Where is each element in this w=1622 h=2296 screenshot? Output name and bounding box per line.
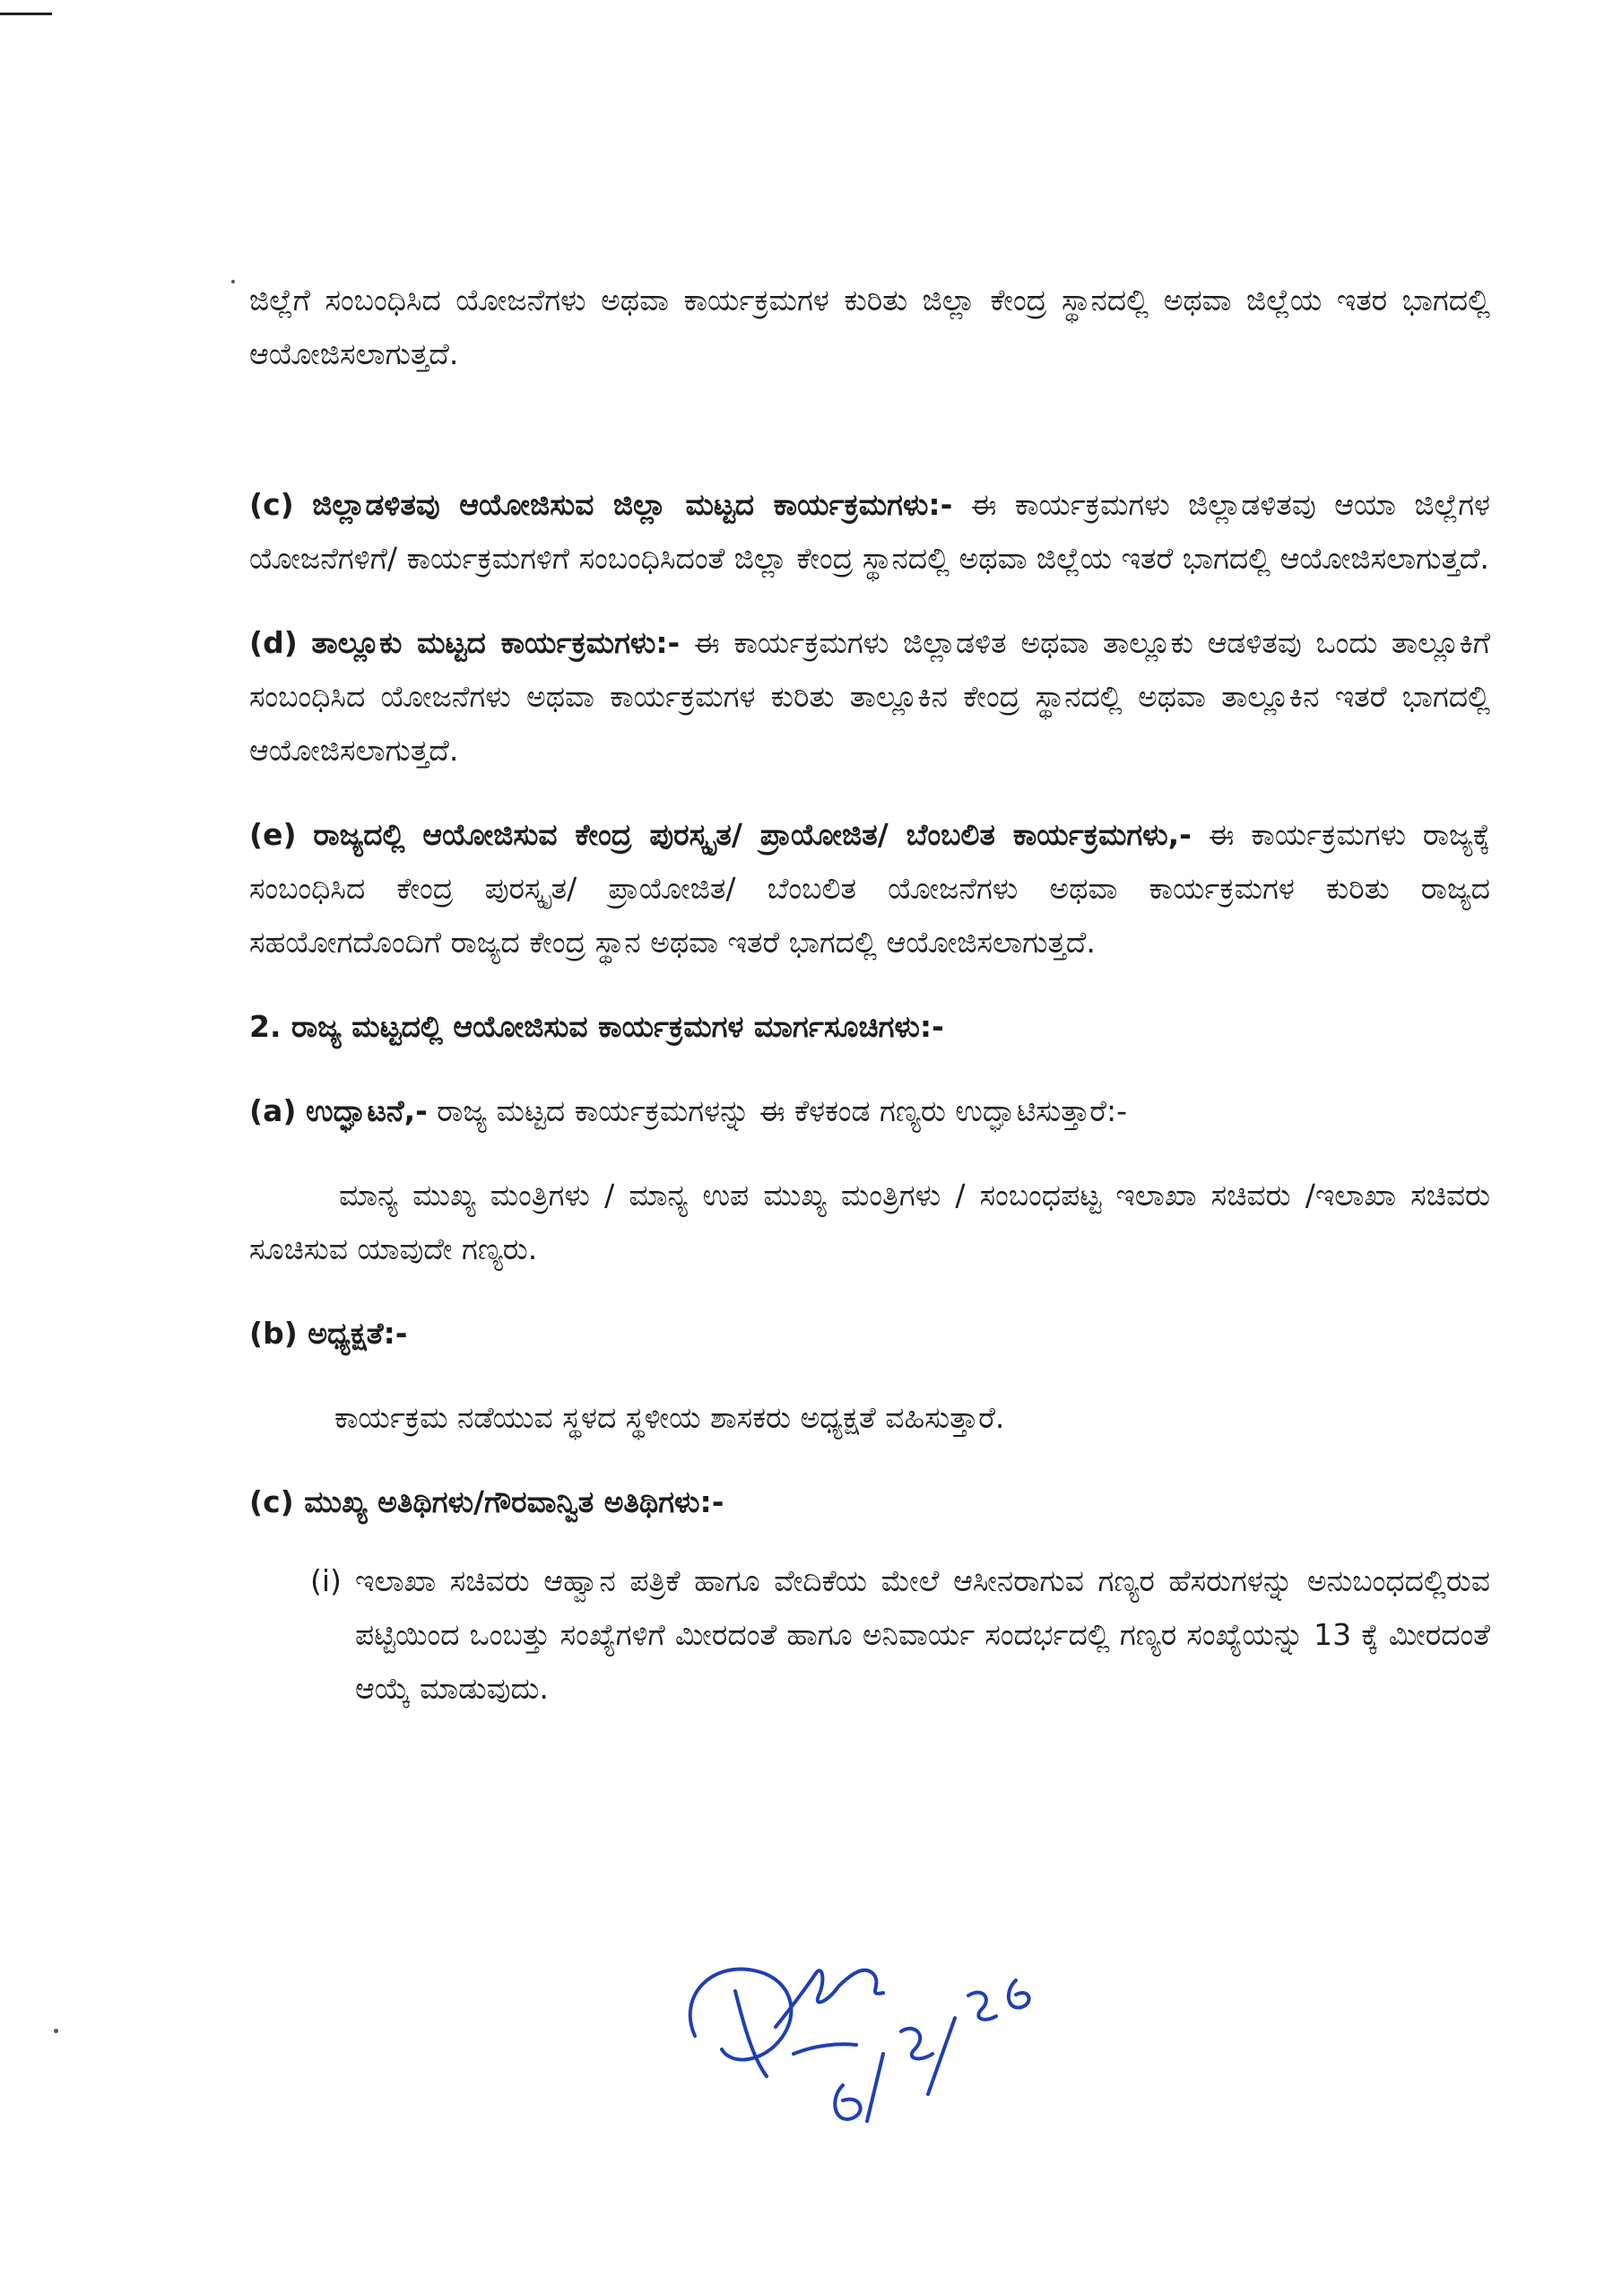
- section-e: [249, 808, 1490, 970]
- list-item-body: ಇಲಾಖಾ ಸಚಿವರು ಆಹ್ವಾನ ಪತ್ರಿಕೆ ಹಾಗೂ ವೇದಿಕೆಯ ಮೇಲೆ ಆಸೀನರಾಗುವ ಗಣ್ಯರ ಹೆಸರುಗಳನ್ನು ಅನುಬಂಧದಲ್ಲಿರುವ ಪಟ್ಟಿಯಿಂದ ಒಂಬತ್ತು ಸಂಖ್ಯೆಗಳಿಗೆ ಮೀರದಂತೆ ಹಾಗೂ ಅನಿವಾರ್ಯ ಸಂದರ್ಭದಲ್ಲಿ ಗಣ್ಯರ ಸಂಖ್ಯೆಯನ್ನು 13 ಕ್ಕೆ ಮೀರದಂತೆ ಆಯ್ಕೆ ಮಾಡುವುದು.: [355, 1563, 1490, 1706]
- handwritten-signature: [659, 1910, 1054, 2135]
- list-item-number: (i): [310, 1563, 342, 1598]
- subsection-b-heading: (b) ಅಧ್ಯಕ್ಷತೆ:-: [249, 1316, 408, 1351]
- section-d-heading: ತಾಲ್ಲೂಕು ಮಟ್ಟದ ಕಾರ್ಯಕ್ರಮಗಳು:-: [311, 625, 681, 660]
- section-c-body: ಈ ಕಾರ್ಯಕ್ರಮಗಳು ಜಿಲ್ಲಾಡಳಿತವು ಆಯಾ ಜಿಲ್ಲೆಗಳ ಯೋಜನೆಗಳಿಗೆ/ ಕಾರ್ಯಕ್ರಮಗಳಿಗೆ ಸಂಬಂಧಿಸಿದಂತೆ ಜಿಲ್ಲಾ ಕೇಂದ್ರ ಸ್ಥಾನದಲ್ಲಿ ಅಥವಾ ಜಿಲ್ಲೆಯ ಇತರೆ ಭಾಗದಲ್ಲಿ ಆಯೋಜಿಸಲಾಗುತ್ತದೆ.: [249, 487, 1490, 576]
- signature-ink: [690, 1970, 1029, 2121]
- subsection-a-body: ರಾಜ್ಯ ಮಟ್ಟದ ಕಾರ್ಯಕ್ರಮಗಳನ್ನು ಈ ಕೆಳಕಂಡ ಗಣ್ಯರು ಉದ್ಘಾಟಿಸುತ್ತಾರೆ:-: [437, 1093, 1128, 1128]
- subsection-b-body: ಕಾರ್ಯಕ್ರಮ ನಡೆಯುವ ಸ್ಥಳದ ಸ್ಥಳೀಯ ಶಾಸಕರು ಅಧ್ಯಕ್ಷತೆ ವಹಿಸುತ್ತಾರೆ.: [334, 1400, 1005, 1435]
- section-e-heading: ರಾಜ್ಯದಲ್ಲಿ ಆಯೋಜಿಸುವ ಕೇಂದ್ರ ಪುರಸ್ಕೃತ/ ಪ್ರಾಯೋಜಿತ/ ಬೆಂಬಲಿತ ಕಾರ್ಯಕ್ರಮಗಳು,-: [313, 817, 1192, 852]
- scan-speck: [231, 280, 235, 283]
- section-d-label: (d): [249, 625, 298, 660]
- section-2-heading: 2. ರಾಜ್ಯ ಮಟ್ಟದಲ್ಲಿ ಆಯೋಜಿಸುವ ಕಾರ್ಯಕ್ರಮಗಳ ಮಾರ್ಗಸೂಚಿಗಳು:-: [249, 1009, 944, 1044]
- subsection-a-detail: ಮಾನ್ಯ ಮುಖ್ಯ ಮಂತ್ರಿಗಳು / ಮಾನ್ಯ ಉಪ ಮುಖ್ಯ ಮಂತ್ರಿಗಳು / ಸಂಬಂಧಪಟ್ಟ ಇಲಾಖಾ ಸಚಿವರು /ಇಲಾಖಾ ಸಚಿವರು ಸೂಚಿಸುವ ಯಾವುದೇ ಗಣ್ಯರು.: [249, 1178, 1490, 1266]
- section-e-label: (e): [249, 817, 297, 852]
- subsection-a-label: (a): [249, 1093, 297, 1128]
- scan-edge-mark: [0, 13, 52, 15]
- intro-paragraph: ಜಿಲ್ಲೆಗೆ ಸಂಬಂಧಿಸಿದ ಯೋಜನೆಗಳು ಅಥವಾ ಕಾರ್ಯಕ್ರಮಗಳ ಕುರಿತು ಜಿಲ್ಲಾ ಕೇಂದ್ರ ಸ್ಥಾನದಲ್ಲಿ ಅಥವಾ ಜಿಲ್ಲೆಯ ಇತರ ಭಾಗದಲ್ಲಿ ಆಯೋಜಿಸಲಾಗುತ್ತದೆ.: [249, 283, 1490, 371]
- subsection-a: [249, 1084, 1490, 1138]
- section-d: [249, 616, 1490, 778]
- section-e-body: ಈ ಕಾರ್ಯಕ್ರಮಗಳು ರಾಜ್ಯಕ್ಕೆ ಸಂಬಂಧಿಸಿದ ಕೇಂದ್ರ ಪುರಸ್ಕೃತ/ ಪ್ರಾಯೋಜಿತ/ ಬೆಂಬಲಿತ ಯೋಜನೆಗಳು ಅಥವಾ ಕಾರ್ಯಕ್ರಮಗಳ ಕುರಿತು ರಾಜ್ಯದ ಸಹಯೋಗದೊಂದಿಗೆ ರಾಜ್ಯದ ಕೇಂದ್ರ ಸ್ಥಾನ ಅಥವಾ ಇತರೆ ಭಾಗದಲ್ಲಿ ಆಯೋಜಿಸಲಾಗುತ್ತದೆ.: [249, 817, 1491, 960]
- section-c: [249, 478, 1490, 586]
- list-item: [249, 1554, 1490, 1716]
- scan-speck: [54, 2029, 58, 2033]
- section-c-heading: ಜಿಲ್ಲಾಡಳಿತವು ಆಯೋಜಿಸುವ ಜಿಲ್ಲಾ ಮಟ್ಟದ ಕಾರ್ಯಕ್ರಮಗಳು:-: [312, 487, 953, 522]
- section-c-label: (c): [249, 487, 294, 522]
- document-page: [249, 274, 1490, 1716]
- section-d-body: ಈ ಕಾರ್ಯಕ್ರಮಗಳು ಜಿಲ್ಲಾಡಳಿತ ಅಥವಾ ತಾಲ್ಲೂಕು ಆಡಳಿತವು ಒಂದು ತಾಲ್ಲೂಕಿಗೆ ಸಂಬಂಧಿಸಿದ ಯೋಜನೆಗಳು ಅಥವಾ ಕಾರ್ಯಕ್ರಮಗಳ ಕುರಿತು ತಾಲ್ಲೂಕಿನ ಕೇಂದ್ರ ಸ್ಥಾನದಲ್ಲಿ ಅಥವಾ ತಾಲ್ಲೂಕಿನ ಇತರೆ ಭಾಗದಲ್ಲಿ ಆಯೋಜಿಸಲಾಗುತ್ತದೆ.: [249, 625, 1490, 768]
- subsection-a-heading: ಉದ್ಘಾಟನೆ,-: [305, 1093, 428, 1128]
- subsection-c-heading: (c) ಮುಖ್ಯ ಅತಿಥಿಗಳು/ಗೌರವಾನ್ವಿತ ಅತಿಥಿಗಳು:-: [249, 1484, 724, 1519]
